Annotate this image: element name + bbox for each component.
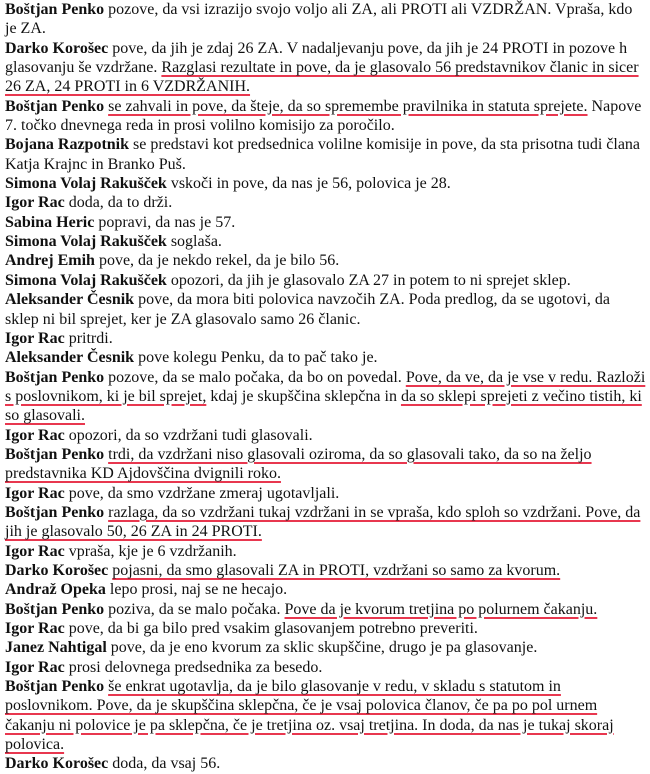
transcript-paragraph: [5, 677, 646, 754]
speaker-name: Janez Nahtigal: [5, 639, 107, 657]
transcript-paragraph: [5, 213, 646, 232]
transcript-paragraph: [5, 542, 646, 561]
speaker-name: Boštjan Penko: [5, 600, 105, 618]
highlighted-statement: Pove da je kvorum tretjina po polurnem čakanju.: [284, 600, 598, 618]
highlighted-statement: Pove, da ve, da je vse v redu. Razloži s poslovnikom, ki je bil sprejet,: [5, 368, 646, 405]
highlighted-statement: trdi, da vzdržani niso glasovali oziroma, da so glasovali tako, da so na željo predstavnika KD Ajdovščina dvignili roko.: [5, 445, 592, 483]
transcript-paragraph: [5, 580, 646, 599]
highlighted-statement: razlaga, da so vzdržani tukaj vzdržani in se vpraša, kdo sploh so vzdržani. Pove, da jih je glasovalo 50, 26 ZA in 24 PROTI.: [5, 503, 641, 541]
speaker-name: Andraž Opeka: [5, 581, 106, 599]
statement-text: opozori, da jih je glasovalo ZA 27 in potem to ni sprejet sklep.: [166, 271, 571, 289]
speaker-name: Aleksander Česnik: [5, 291, 135, 309]
statement-text: doda, da to drži.: [64, 194, 173, 212]
speaker-name: Boštjan Penko: [5, 503, 105, 521]
transcript-paragraph: [5, 484, 646, 503]
statement-text: pozove, da se malo počaka, da bo on povedal.: [104, 368, 406, 386]
statement-text: pove, da jih je zdaj 26 ZA. V nadaljevanju pove, da jih je 24 PROTI in pozove h glasovanju še vzdržane.: [5, 39, 628, 77]
statement-text: pove, da mora biti polovica navzočih ZA. Poda predlog, da se ugotovi, da sklep ni bil sprejet, ker je ZA glasovalo samo 26 članic.: [5, 291, 610, 328]
speaker-name: Simona Volaj Rakušček: [5, 271, 167, 289]
speaker-name: Igor Rac: [5, 620, 65, 637]
speaker-name: Boštjan Penko: [5, 678, 105, 696]
highlighted-statement: še enkrat ugotavlja, da je bilo glasovanje v redu, v skladu s statutom in poslovnikom. Pove, da je skupščina sklepčna, če je vsaj polovica članov, če pa po pol urnem čakanju ni polovice je pa sklepčna, če je tretjina oz. vsaj tretjina. In doda, da nas je tukaj skoraj polovica.: [5, 678, 614, 754]
statement-text: soglaša.: [166, 233, 222, 251]
transcript-paragraph: [5, 754, 646, 773]
transcript-paragraph: [5, 561, 646, 580]
speaker-name: Igor Rac: [5, 658, 65, 676]
transcript-paragraph: [5, 426, 646, 445]
highlighted-statement: da so sklepi sprejeti z večino tistih, ki so glasovali.: [5, 387, 642, 425]
speaker-name: Boštjan Penko: [5, 445, 105, 463]
transcript-paragraph: [5, 638, 646, 657]
statement-text: poziva, da se malo počaka.: [104, 600, 285, 618]
transcript-paragraph: [5, 368, 646, 426]
statement-text: Napove 7. točko dnevnega reda in prosi volilno komisijo za poročilo.: [5, 97, 642, 135]
transcript-paragraph: [5, 193, 646, 212]
statement-text: pove, da bi ga bilo pred vsakim glasovanjem potrebno preveriti.: [64, 620, 478, 637]
transcript-paragraph: [5, 271, 646, 290]
highlighted-statement: pojasni, da smo glasovali ZA in PROTI, vzdržani so samo za kvorum.: [112, 561, 561, 579]
statement-text: doda, da vsaj 56.: [108, 755, 221, 773]
statement-text: opozori, da so vzdržani tudi glasovali.: [64, 426, 313, 444]
statement-text: kdaj je skupščina sklepčna in: [206, 387, 401, 405]
speaker-name: Igor Rac: [5, 484, 65, 502]
transcript-paragraph: [5, 97, 646, 136]
highlighted-statement: Razglasi rezultate in pove, da je glasovalo 56 predstavnikov članic in sicer 26 ZA, 24 PROTI in 6 VZDRŽANIH.: [5, 59, 639, 96]
transcript-paragraph: [5, 503, 646, 542]
transcript-paragraph: [5, 348, 646, 367]
speaker-name: Darko Korošec: [5, 39, 109, 57]
speaker-name: Simona Volaj Rakušček: [5, 175, 167, 193]
statement-text: pove, da je eno kvorum za sklic skupščine, drugo je pa glasovanje.: [106, 639, 538, 657]
transcript-paragraph: [5, 658, 646, 677]
transcript-paragraph: [5, 329, 646, 348]
highlighted-statement: se zahvali in pove, da šteje, da so spremembe pravilnika in statuta sprejete.: [108, 97, 588, 115]
speaker-name: Igor Rac: [5, 329, 65, 347]
statement-text: pozove, da vsi izrazijo svojo voljo ali ZA, ali PROTI ali VZDRŽAN. Vpraša, kdo je ZA.: [5, 1, 633, 38]
statement-text: pove kolegu Penku, da to pač tako je.: [134, 349, 378, 367]
transcript-paragraph: [5, 290, 646, 329]
speaker-name: Boštjan Penko: [5, 368, 105, 386]
transcript-paragraph: [5, 39, 646, 97]
speaker-name: Simona Volaj Rakušček: [5, 233, 167, 251]
speaker-name: Igor Rac: [5, 426, 65, 444]
statement-text: lepo prosi, naj se ne hecajo.: [105, 581, 288, 599]
statement-text: se predstavi kot predsednica volilne komisije in pove, da sta prisotna tudi člana Katja Krajnc in Branko Puš.: [5, 136, 641, 173]
statement-text: vskoči in pove, da nas je 56, polovica je 28.: [166, 175, 451, 193]
statement-text: prosi delovnega predsednika za besedo.: [64, 658, 323, 676]
transcript-paragraph: [5, 135, 646, 174]
transcript-paragraph: [5, 251, 646, 270]
transcript-paragraph: [5, 232, 646, 251]
speaker-name: Boštjan Penko: [5, 1, 105, 18]
speaker-name: Darko Korošec: [5, 755, 109, 773]
speaker-name: Aleksander Česnik: [5, 349, 135, 367]
transcript-paragraph: [5, 0, 646, 39]
speaker-name: Bojana Razpotnik: [5, 136, 130, 154]
transcript-paragraph: [5, 600, 646, 619]
speaker-name: Boštjan Penko: [5, 97, 105, 115]
statement-text: vpraša, kje je 6 vzdržanih.: [64, 542, 237, 560]
speaker-name: Andrej Emih: [5, 252, 95, 270]
statement-text: popravi, da nas je 57.: [94, 213, 236, 231]
speaker-name: Igor Rac: [5, 542, 65, 560]
speaker-name: Igor Rac: [5, 194, 65, 212]
transcript-paragraph: [5, 445, 646, 484]
speaker-name: Sabina Heric: [5, 213, 95, 231]
statement-text: pove, da smo vzdržane zmeraj ugotavljali.: [64, 484, 340, 502]
statement-text: pove, da je nekdo rekel, da je bilo 56.: [94, 252, 340, 270]
transcript-paragraph: [5, 619, 646, 638]
transcript-paragraph: [5, 174, 646, 193]
speaker-name: Darko Korošec: [5, 561, 109, 579]
statement-text: pritrdi.: [64, 329, 113, 347]
